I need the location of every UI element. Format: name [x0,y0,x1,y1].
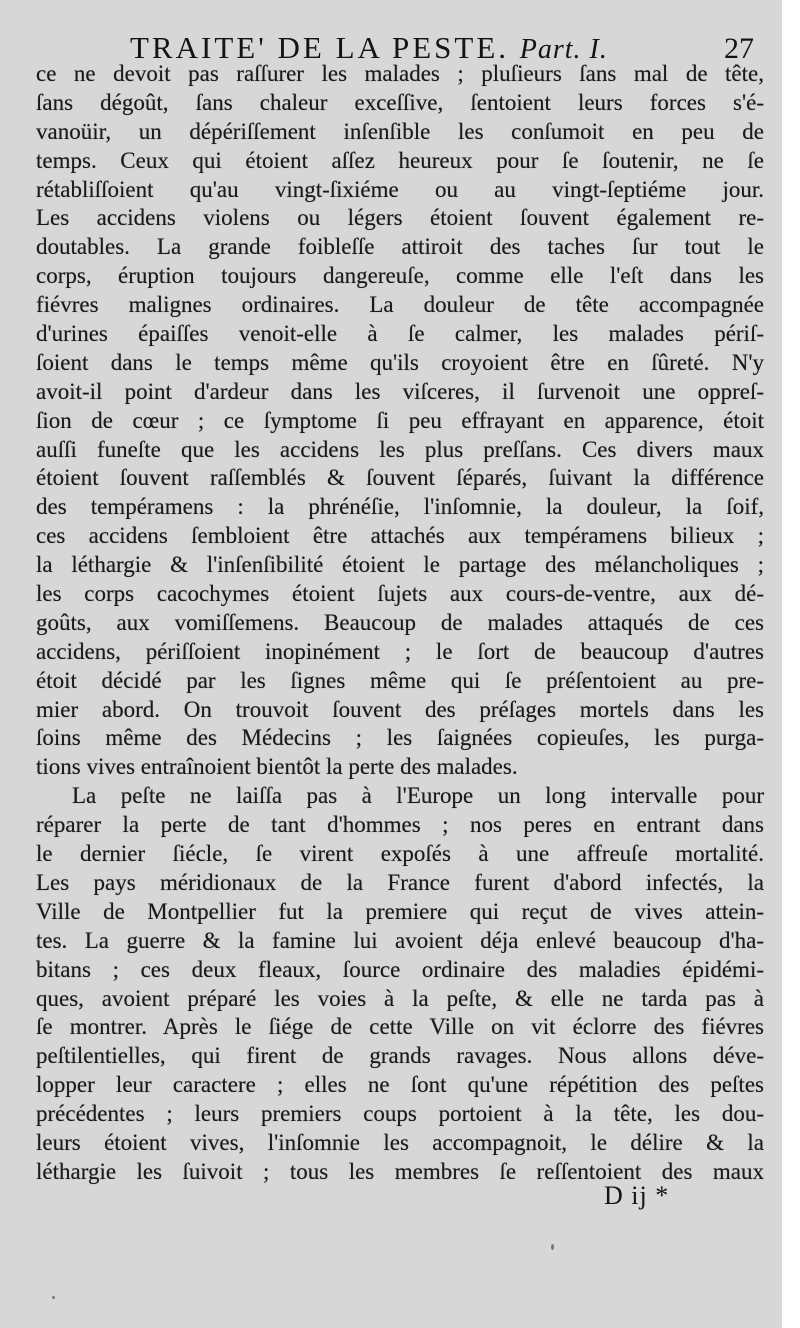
scan-margin [782,0,800,1328]
text-line: lopper leur caractere ; elles ne ſont qu'une répétition des peſtes [36,1072,764,1098]
running-title-text: TRAITE' DE LA PESTE. [130,30,510,65]
text-line: ſoient dans le temps même qu'ils croyoient être en ſûreté. N'y [36,349,764,375]
text-line: ſion de cœur ; ce ſymptome ſi peu effrayant en apparence, étoit [36,407,764,433]
signature-mark: D ij * [604,1181,670,1210]
text-line: Ville de Montpellier fut la premiere qui reçut de vives attein- [36,898,764,924]
page-number: 27 [724,32,754,65]
text-line: les corps cacochymes étoient ſujets aux cours-de-ventre, aux dé- [36,581,764,607]
paragraph-end-line: tions vives entraînoient bientôt la perte des malades. [36,754,518,780]
body-text [36,60,764,1187]
text-line: leurs étoient vives, l'inſomnie les accompagnoit, le délire & la [36,1129,764,1155]
text-line: étoient ſouvent raſſemblés & ſouvent ſéparés, ſuivant la différence [36,465,764,491]
text-line: peſtilentielles, qui firent de grands ravages. Nous allons déve- [36,1043,764,1069]
paper-speck [551,1244,554,1250]
text-line: accidens, périſſoient inopinément ; le ſort de beaucoup d'autres [36,638,764,664]
text-line: Les pays méridionaux de la France furent d'abord infectés, la [36,869,764,895]
text-line: la léthargie & l'inſenſibilité étoient le partage des mélancholiques ; [36,552,764,578]
text-line: ſoins même des Médecins ; les ſaignées copieuſes, les purga- [36,725,764,751]
text-line: réparer la perte de tant d'hommes ; nos peres en entrant dans [36,812,764,838]
text-line: Les accidens violens ou légers étoient ſouvent également re- [36,205,764,231]
text-line: auſſi funeſte que les accidens les plus preſſans. Ces divers maux [36,436,764,462]
text-line: mier abord. On trouvoit ſouvent des préſages mortels dans les [36,696,764,722]
text-line: goûts, aux vomiſſemens. Beaucoup de malades attaqués de ces [36,609,764,635]
text-line: fiévres malignes ordinaires. La douleur de tête accompagnée [36,292,764,318]
running-title-part: Part. I. [519,34,608,65]
text-line: ce ne devoit pas raſſurer les malades ; pluſieurs ſans mal de tête, [36,61,764,86]
text-line: avoit-il point d'ardeur dans les viſceres, il ſurvenoit une oppreſ- [36,378,764,404]
text-line: des tempéramens : la phrénéſie, l'inſomnie, la douleur, la ſoif, [36,494,764,520]
text-line: temps. Ceux qui étoient aſſez heureux pour ſe ſoutenir, ne ſe [36,147,764,173]
text-line: le dernier ſiécle, ſe virent expoſés à une affreuſe mortalité. [36,841,764,867]
paper-speck [52,1296,55,1299]
text-line: doutables. La grande foibleſſe attiroit des taches ſur tout le [36,234,764,260]
text-line: corps, éruption toujours dangereuſe, comme elle l'eſt dans les [36,263,764,289]
text-line: ſe montrer. Après le ſiége de cette Ville on vit éclorre des fiévres [36,1014,764,1040]
text-line: ques, avoient préparé les voies à la peſte, & elle ne tarda pas à [36,985,764,1011]
text-line: précédentes ; leurs premiers coups portoient à la tête, les dou- [36,1101,764,1127]
text-line: léthargie les ſuivoit ; tous les membres ſe reſſentoient des maux [36,1158,764,1184]
text-line: ſans dégoût, ſans chaleur exceſſive, ſentoient leurs forces s'é- [36,89,764,115]
text-line: vanoüir, un dépériſſement inſenſible les conſumoit en peu de [36,118,764,144]
paragraph-start-line: La peſte ne laiſſa pas à l'Europe un long intervalle pour [72,783,764,809]
text-line: étoit décidé par les ſignes même qui ſe préſentoient au pre- [36,667,764,693]
text-line: tes. La guerre & la famine lui avoient déja enlevé beaucoup d'ha- [36,927,764,953]
text-line: rétabliſſoient qu'au vingt-ſixiéme ou au vingt-ſeptiéme jour. [36,176,764,202]
text-line: ces accidens ſembloient être attachés aux tempéramens bilieux ; [36,523,764,549]
text-line: bitans ; ces deux fleaux, ſource ordinaire des maladies épidémi- [36,956,764,982]
text-line: d'urines épaiſſes venoit-elle à ſe calmer, les malades périſ- [36,321,764,347]
